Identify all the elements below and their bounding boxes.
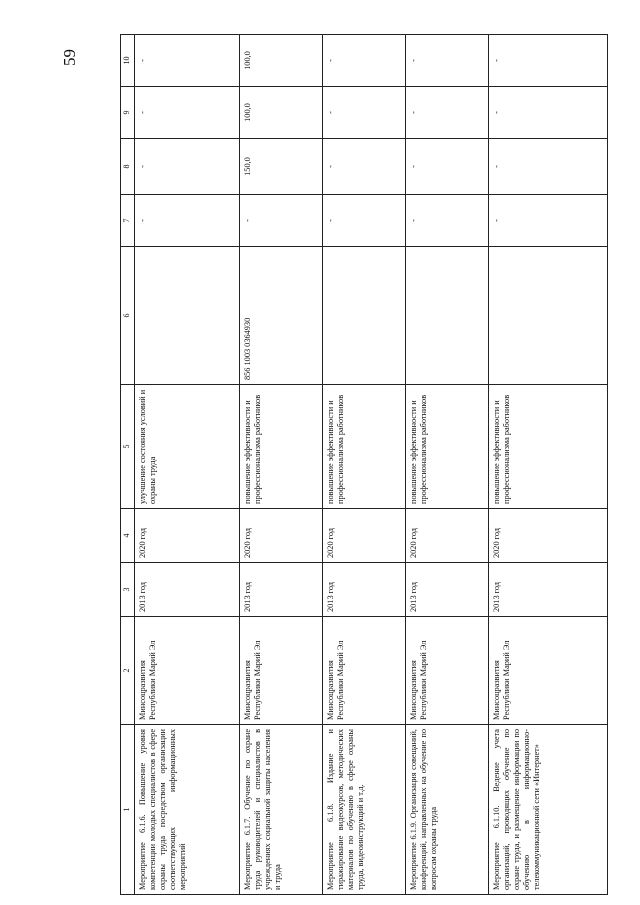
- col-header-7: 7: [121, 195, 135, 247]
- expected-result: повышение эффективности и профессионализма работников: [489, 385, 608, 509]
- col-header-3: 3: [121, 563, 135, 617]
- expected-result: улучшение состояния условий и охраны труда: [135, 385, 240, 509]
- budget-code: [135, 247, 240, 385]
- executor: Минсоцразвития Республики Марий Эл: [489, 617, 608, 725]
- table-row: [135, 35, 240, 895]
- budget-code: 856 1003 0364930: [240, 247, 323, 385]
- value-col9: -: [489, 87, 608, 139]
- start-year: 2013 год: [240, 563, 323, 617]
- measure-name: Мероприятие 6.1.9. Организация совещаний, конференций, направленных на обучение по вопросам охраны труда: [406, 725, 489, 895]
- executor: Минсоцразвития Республики Марий Эл: [406, 617, 489, 725]
- col-header-5: 5: [121, 385, 135, 509]
- budget-code: [406, 247, 489, 385]
- page-number-text: 59: [60, 49, 79, 66]
- value-col9: -: [323, 87, 406, 139]
- header-row: [121, 35, 135, 895]
- value-col9: -: [135, 87, 240, 139]
- col-header-10: 10: [121, 35, 135, 87]
- executor: Минсоцразвития Республики Марий Эл: [135, 617, 240, 725]
- col-header-8: 8: [121, 139, 135, 195]
- value-col8: -: [323, 139, 406, 195]
- value-col7: -: [240, 195, 323, 247]
- expected-result: повышение эффективности и профессионализма работников: [240, 385, 323, 509]
- col-header-2: 2: [121, 617, 135, 725]
- expected-result: повышение эффективности и профессионализма работников: [323, 385, 406, 509]
- value-col10: 100,0: [240, 35, 323, 87]
- end-year: 2020 год: [489, 509, 608, 563]
- start-year: 2013 год: [135, 563, 240, 617]
- start-year: 2013 год: [323, 563, 406, 617]
- value-col8: -: [135, 139, 240, 195]
- measures-table: [120, 34, 608, 895]
- executor: Минсоцразвития Республики Марий Эл: [240, 617, 323, 725]
- measure-name: Мероприятие 6.1.6. Повышение уровня компетенции молодых специалистов в сфере охраны труда посредством организации соответствующих информационных мероприятий: [135, 725, 240, 895]
- value-col8: 150,0: [240, 139, 323, 195]
- value-col7: -: [489, 195, 608, 247]
- measure-name: Мероприятие 6.1.10. Ведение учета организаций, проводящих обучение по охране труда, и размещение информации по обучению в информационно-телекоммуникационной сети «Интернет»: [489, 725, 608, 895]
- value-col8: -: [406, 139, 489, 195]
- executor: Минсоцразвития Республики Марий Эл: [323, 617, 406, 725]
- value-col8: -: [489, 139, 608, 195]
- value-col7: -: [406, 195, 489, 247]
- col-header-4: 4: [121, 509, 135, 563]
- end-year: 2020 год: [323, 509, 406, 563]
- value-col10: -: [323, 35, 406, 87]
- rotated-table-container: [120, 35, 628, 895]
- col-header-1: 1: [121, 725, 135, 895]
- value-col9: -: [406, 87, 489, 139]
- value-col10: -: [489, 35, 608, 87]
- measure-name: Мероприятие 6.1.8. Издание и тиражирование видеокурсов, методических материалов по обучению в сфере охраны труда, видеоинструкций и т.д.: [323, 725, 406, 895]
- table-row: [406, 35, 489, 895]
- expected-result: повышение эффективности и профессионализма работников: [406, 385, 489, 509]
- col-header-6: 6: [121, 247, 135, 385]
- table-row: [240, 35, 323, 895]
- table-row: [323, 35, 406, 895]
- value-col10: -: [135, 35, 240, 87]
- end-year: 2020 год: [406, 509, 489, 563]
- table-row: [489, 35, 608, 895]
- budget-code: [489, 247, 608, 385]
- measure-name: Мероприятие 6.1.7. Обучение по охране труда руководителей и специалистов в учреждениях социальной защиты населения и труда: [240, 725, 323, 895]
- start-year: 2013 год: [406, 563, 489, 617]
- col-header-9: 9: [121, 87, 135, 139]
- value-col10: -: [406, 35, 489, 87]
- budget-code: [323, 247, 406, 385]
- value-col7: -: [323, 195, 406, 247]
- start-year: 2013 год: [489, 563, 608, 617]
- end-year: 2020 год: [240, 509, 323, 563]
- value-col9: 100,0: [240, 87, 323, 139]
- end-year: 2020 год: [135, 509, 240, 563]
- value-col7: -: [135, 195, 240, 247]
